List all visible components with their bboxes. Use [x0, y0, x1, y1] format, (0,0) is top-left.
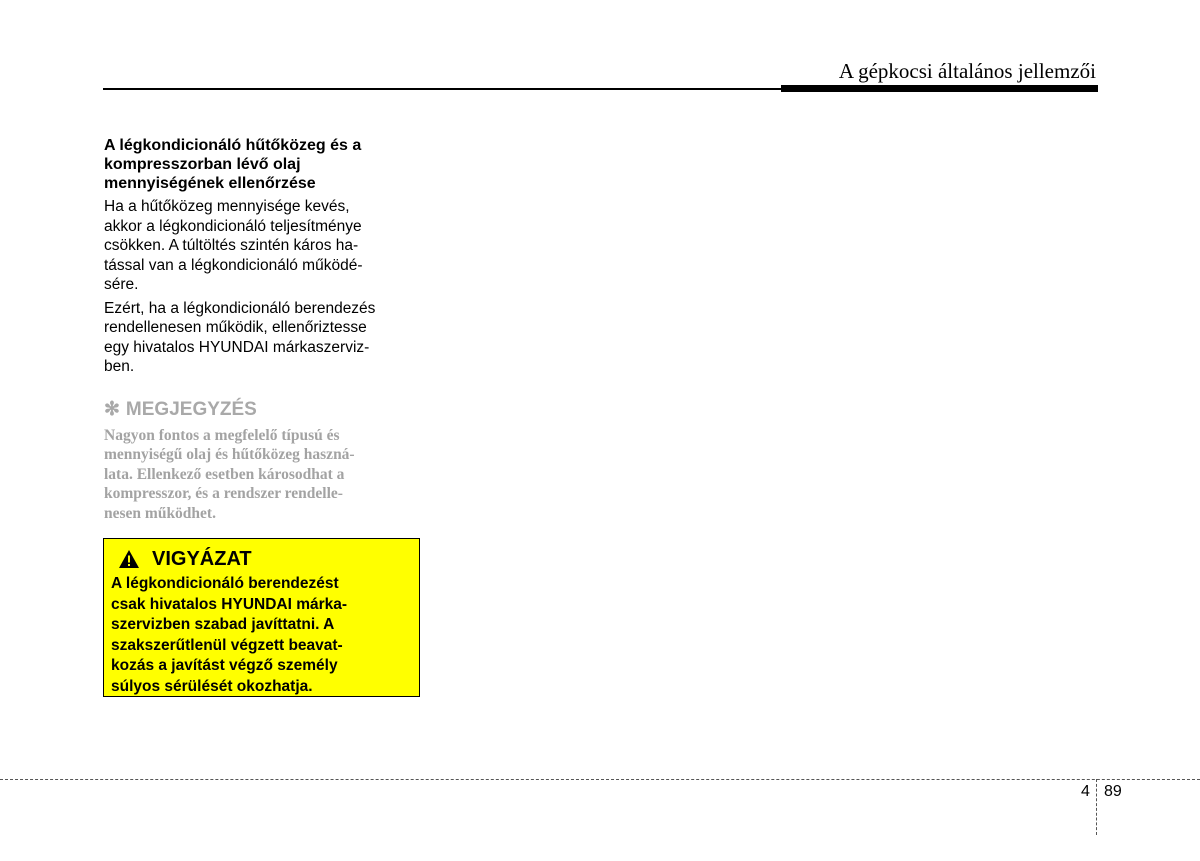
section-heading-line: kompresszorban lévő olaj: [104, 156, 301, 173]
warning-title: VIGYÁZAT: [152, 547, 252, 570]
asterisk-icon: ✻: [104, 398, 120, 420]
header-rule-thick: [781, 85, 1098, 92]
content-column: [104, 136, 417, 523]
page-number: 89: [1104, 783, 1122, 800]
chapter-number: 4: [1081, 783, 1090, 800]
note-body: [104, 426, 417, 524]
footer-rule: [0, 779, 1200, 780]
text-line: Nagyon fontos a megfelelő típusú és: [104, 426, 340, 444]
text-line: rendellenesen működik, ellenőriztesse: [104, 319, 367, 336]
warning-box: [103, 538, 420, 697]
footer-separator: [1096, 779, 1097, 835]
paragraph-service-advice: [104, 299, 417, 377]
warning-header: [111, 545, 412, 573]
text-line: csökken. A túltöltés szintén káros ha-: [104, 237, 359, 254]
text-line: súlyos sérülését okozhatja.: [111, 677, 313, 695]
warning-body: [111, 574, 412, 697]
text-line: nesen működhet.: [104, 504, 216, 522]
section-heading-line: mennyiségének ellenőrzése: [104, 175, 316, 192]
section-heading-line: A légkondicionáló hűtőközeg és a: [104, 137, 362, 154]
text-line: akkor a légkondicionáló teljesítménye: [104, 217, 362, 235]
text-line: mennyiségű olaj és hűtőközeg haszná-: [104, 446, 355, 463]
text-line: kozás a javítást végző személy: [111, 657, 338, 674]
header-rule: [103, 88, 783, 90]
text-line: ben.: [104, 358, 135, 375]
section-heading: [104, 136, 417, 193]
text-line: Ha a hűtőközeg mennyisége kevés,: [104, 198, 350, 215]
warning-triangle-icon: [118, 549, 140, 569]
page-header-title: A gépkocsi általános jellemzői: [838, 59, 1096, 83]
text-line: szakszerűtlenül végzett beavat-: [111, 636, 343, 654]
text-line: Ezért, ha a légkondicionáló berendezés: [104, 299, 376, 317]
note-heading-label: MEGJEGYZÉS: [125, 398, 257, 420]
text-line: sére.: [104, 276, 139, 293]
note-heading: [104, 399, 417, 421]
text-line: egy hivatalos HYUNDAI márkaszerviz-: [104, 338, 370, 356]
text-line: kompresszor, és a rendszer rendelle-: [104, 485, 343, 502]
text-line: tással van a légkondicionáló működé-: [104, 256, 363, 274]
text-line: lata. Ellenkező esetben károsodhat a: [104, 465, 345, 483]
paragraph-refrigerant-amount: [104, 197, 417, 295]
text-line: szervizben szabad javíttatni. A: [111, 616, 335, 633]
text-line: csak hivatalos HYUNDAI márka-: [111, 595, 348, 613]
text-line: A légkondicionáló berendezést: [111, 575, 339, 592]
